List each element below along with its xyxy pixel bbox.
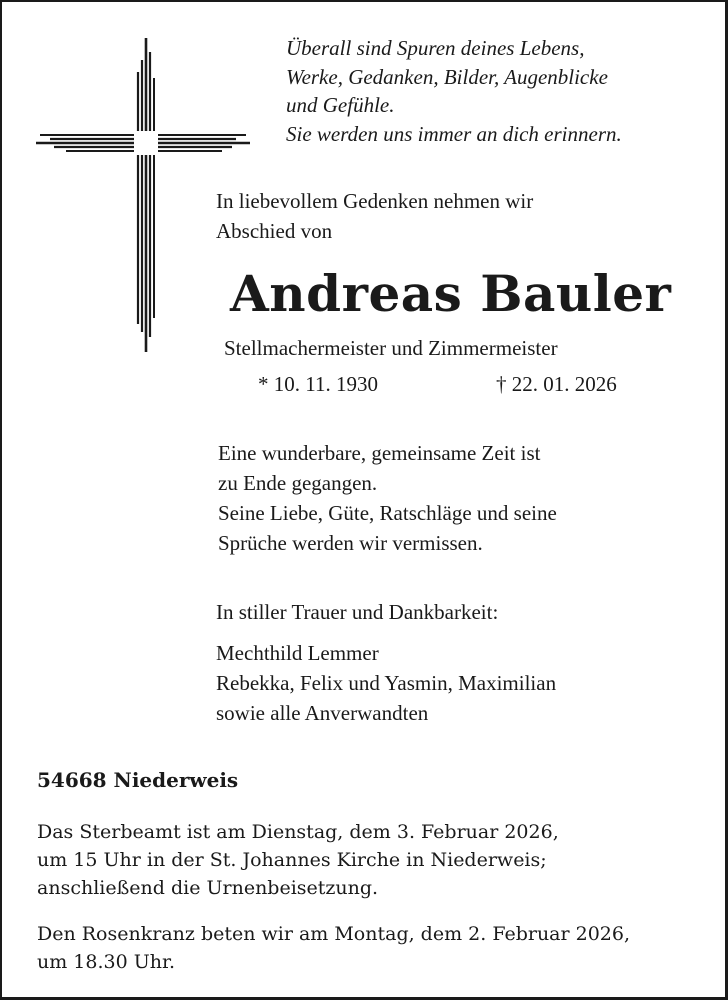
intro-line: In liebevollem Gedenken nehmen wir xyxy=(216,189,534,213)
rosary-line: um 18.30 Uhr. xyxy=(37,951,176,973)
tribute-line: Seine Liebe, Güte, Ratschläge und seine xyxy=(218,501,557,525)
rosary-line: Den Rosenkranz beten wir am Montag, dem 2. Februar 2026, xyxy=(37,923,631,945)
memorial-quote xyxy=(286,34,622,148)
tribute-line: Eine wunderbare, gemeinsame Zeit ist xyxy=(218,441,541,465)
intro-text xyxy=(216,186,533,246)
quote-line: und Gefühle. xyxy=(286,93,395,117)
mourner-entry: sowie alle Anverwandten xyxy=(216,701,429,725)
deceased-profession: Stellmachermeister und Zimmermeister xyxy=(224,336,558,360)
tribute-line: zu Ende gegangen. xyxy=(218,471,378,495)
mourners-list xyxy=(216,638,556,728)
service-line: anschließend die Urnenbeisetzung. xyxy=(37,877,379,899)
quote-line: Überall sind Spuren deines Lebens, xyxy=(286,36,585,60)
rosary-info xyxy=(37,920,630,976)
service-line: Das Sterbeamt ist am Dienstag, dem 3. Februar 2026, xyxy=(37,821,559,843)
death-date: † 22. 01. 2026 xyxy=(496,372,617,396)
mourning-heading: In stiller Trauer und Dankbarkeit: xyxy=(216,600,499,624)
tribute-text xyxy=(218,438,557,558)
mourner-entry: Rebekka, Felix und Yasmin, Maximilian xyxy=(216,671,557,695)
quote-line: Sie werden uns immer an dich erinnern. xyxy=(286,121,622,146)
deceased-name: Andreas Bauler xyxy=(230,264,672,323)
service-info xyxy=(37,818,559,902)
location: 54668 Niederweis xyxy=(37,768,239,792)
mourner-entry: Mechthild Lemmer xyxy=(216,641,379,665)
birth-date: * 10. 11. 1930 xyxy=(258,372,378,396)
service-line: um 15 Uhr in der St. Johannes Kirche in Niederweis; xyxy=(37,849,547,871)
intro-line: Abschied von xyxy=(216,219,333,243)
tribute-line: Sprüche werden wir vermissen. xyxy=(218,531,483,555)
quote-line: Werke, Gedanken, Bilder, Augenblicke xyxy=(286,64,608,89)
